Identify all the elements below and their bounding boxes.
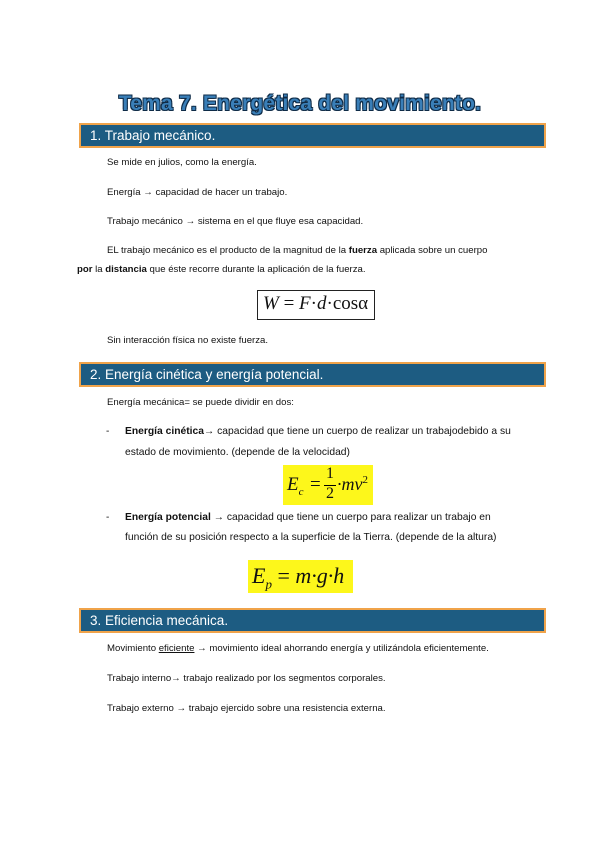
formula-term: ·mv [337, 474, 363, 494]
potential-energy-line-2: función de su posición respecto a la superficie de la Tierra. (depende de la altura) [125, 532, 497, 543]
formula-subscript: p [265, 576, 272, 592]
text-run: → movimiento ideal ahorrando energía y utilizándola eficientemente. [194, 643, 489, 654]
work-paragraph-line-2 [77, 264, 366, 275]
text-run: → capacidad que tiene un cuerpo de realizar un trabajodebido a su [203, 426, 511, 437]
formula-cos: cosα [332, 293, 369, 314]
text-run: → capacidad que tiene un cuerpo para realizar un trabajo en [210, 512, 491, 523]
formula-equals: = [283, 293, 295, 314]
section-header-2 [79, 362, 546, 387]
section-header-label: 2. Energía cinética y energía potencial. [90, 367, 324, 382]
section-header-3 [79, 608, 546, 633]
formula-symbol-e: E [252, 563, 266, 588]
formula-symbol: d [316, 293, 327, 314]
section-header-1 [79, 123, 546, 148]
page-title: Tema 7. Energética del movimiento. [118, 92, 482, 115]
work-definition: Trabajo mecánico → sistema en el que fluye esa capacidad. [107, 216, 364, 227]
efficient-movement-line [107, 643, 489, 654]
energy-definition: Energía → capacidad de hacer un trabajo. [107, 187, 288, 198]
formula-exponent: 2 [362, 474, 368, 486]
bold-term-potential: Energía potencial [125, 512, 211, 523]
formula-symbol-e: E [287, 474, 299, 495]
bold-term-distancia: distancia [105, 264, 147, 275]
work-formula [263, 293, 368, 315]
formula-symbol: W [263, 293, 279, 314]
kinetic-formula-box [283, 465, 373, 505]
work-paragraph-line-1 [107, 245, 487, 256]
work-unit-text: Se mide en julios, como la energía. [107, 157, 257, 168]
potential-formula [252, 563, 344, 592]
bold-term-fuerza: fuerza [348, 245, 378, 256]
bold-term-kinetic: Energía cinética [125, 426, 204, 437]
text-run: la [92, 264, 106, 275]
formula-subscript: c [298, 485, 304, 498]
fraction-numerator: 1 [326, 465, 334, 482]
formula-symbol [287, 474, 304, 498]
text-run: Movimiento [107, 643, 159, 654]
external-work-line: Trabajo externo → trabajo ejercido sobre una resistencia externa. [107, 703, 386, 714]
formula-equals: = [310, 474, 321, 495]
mechanical-energy-intro: Energía mecánica= se puede dividir en dos: [107, 397, 294, 408]
text-run: EL trabajo mecánico es el producto de la magnitud de la [107, 245, 349, 256]
text-run: que éste recorre durante la aplicación de la fuerza. [146, 264, 366, 275]
formula-symbol: F [299, 293, 311, 314]
force-note: Sin interacción física no existe fuerza. [107, 335, 269, 346]
section-header-label: 1. Trabajo mecánico. [90, 128, 216, 143]
section-header-label: 3. Eficiencia mecánica. [90, 613, 229, 628]
internal-work-line: Trabajo interno→ trabajo realizado por los segmentos corporales. [107, 673, 386, 684]
underlined-term-eficiente: eficiente [158, 643, 195, 654]
kinetic-energy-line-1 [125, 426, 511, 437]
formula-rest [337, 474, 368, 495]
bold-term-por: por [77, 264, 93, 275]
text-run: aplicada sobre un cuerpo [377, 245, 488, 256]
list-bullet: - [106, 426, 110, 437]
work-formula-box [257, 290, 375, 320]
formula-dot: · [326, 293, 333, 314]
list-bullet: - [106, 512, 110, 523]
fraction-denominator: 2 [326, 485, 334, 502]
potential-formula-box [248, 560, 353, 593]
formula-equals: = [277, 563, 290, 588]
kinetic-energy-line-2: estado de movimiento. (depende de la velocidad) [125, 447, 350, 458]
potential-energy-line-1 [125, 512, 491, 523]
formula-term: m·g·h [295, 563, 345, 588]
formula-dot: · [310, 293, 317, 314]
